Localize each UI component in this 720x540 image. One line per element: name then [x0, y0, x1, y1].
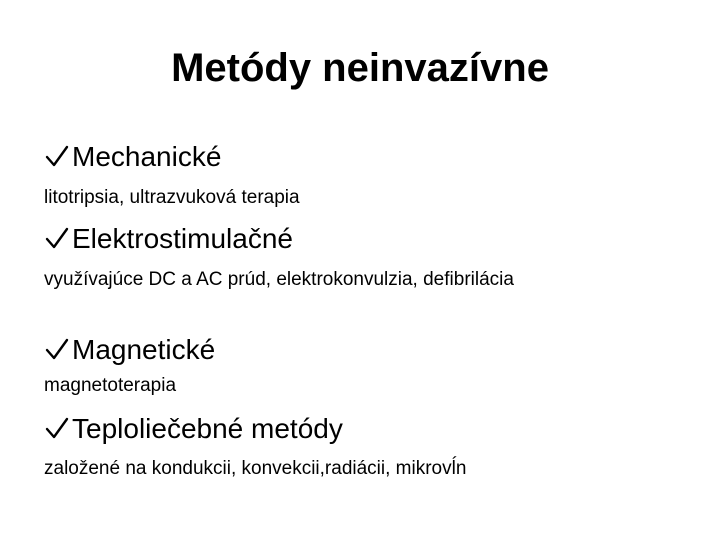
bullet-heading-text: Teploliečebné metódy [72, 413, 343, 444]
checkmark-icon [44, 143, 70, 169]
bullet-heading-text: Elektrostimulačné [72, 223, 293, 254]
bullet-detail: litotripsia, ultrazvuková terapia [44, 187, 300, 208]
bullet-heading-elektrostimulacne [44, 222, 293, 256]
bullet-heading-teploliecebne [44, 412, 343, 446]
bullet-detail: magnetoterapia [44, 375, 177, 396]
checkmark-icon [44, 225, 70, 251]
slide-title: Metódy neinvazívne [171, 46, 549, 90]
bullet-heading-magneticke [44, 333, 215, 367]
checkmark-icon [44, 336, 70, 362]
bullet-heading-mechanicke [44, 140, 221, 174]
bullet-detail: založené na kondukcii, konvekcii,radiácii, mikrovĺn [44, 458, 467, 479]
bullet-detail: využívajúce DC a AC prúd, elektrokonvulzia, defibrilácia [44, 269, 514, 290]
bullet-heading-text: Mechanické [72, 141, 222, 172]
bullet-heading-text: Magnetické [72, 334, 216, 365]
checkmark-icon [44, 415, 70, 441]
